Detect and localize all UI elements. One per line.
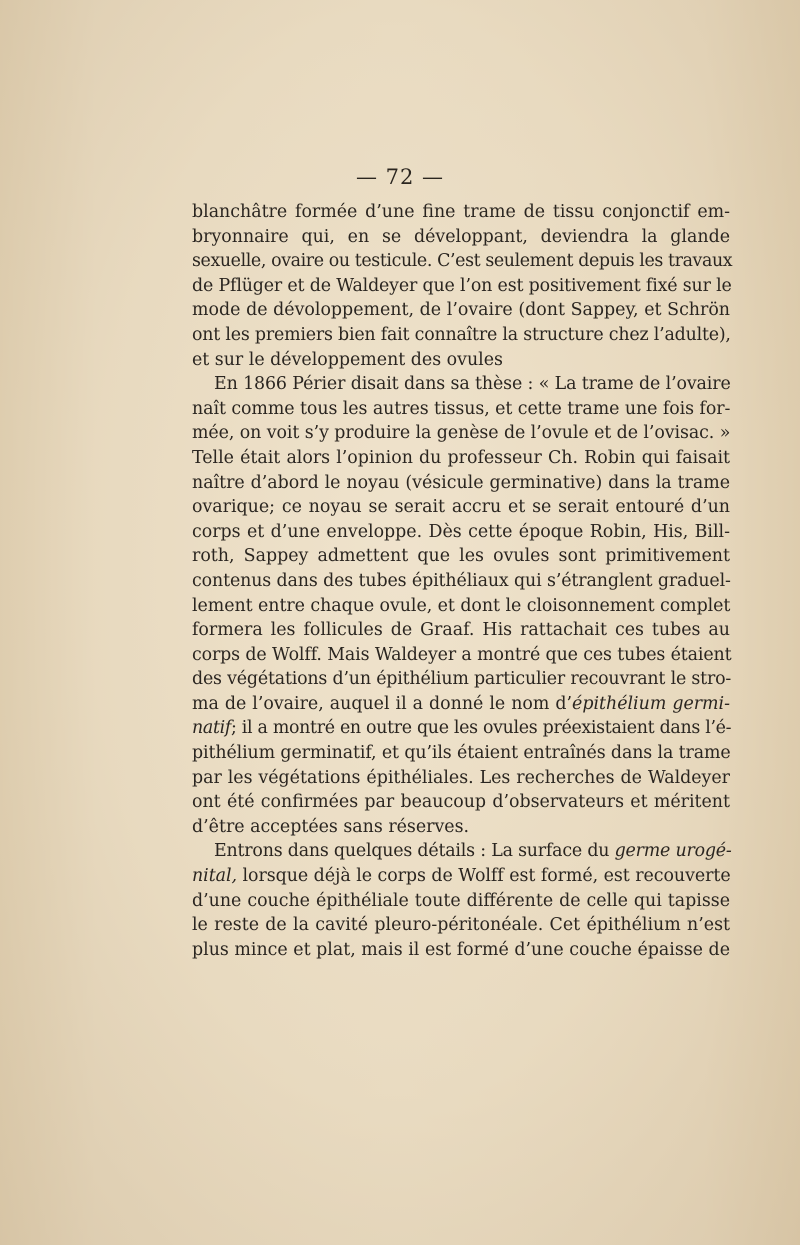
- text-line: [192, 421, 730, 446]
- text-segment: d’une couche épithéliale toute différente de celle qui tapisse: [192, 890, 730, 911]
- italic-text: germe urogé-: [614, 841, 732, 862]
- italic-text: natif: [192, 718, 232, 739]
- body-text: [192, 200, 733, 962]
- text-line: [192, 397, 730, 422]
- text-segment: plus mince et plat, mais il est formé d’une couche épaisse de: [192, 939, 730, 960]
- text-segment: bryonnaire qui, en se développant, deviendra la glande: [192, 226, 730, 247]
- text-line: [192, 569, 730, 594]
- text-line: [192, 716, 730, 741]
- text-line: [192, 372, 730, 397]
- text-line: [192, 200, 730, 225]
- text-line: [192, 839, 730, 864]
- text-segment: ont les premiers bien fait connaître la structure chez l’adulte),: [192, 324, 731, 345]
- text-line: [192, 766, 730, 791]
- text-segment: mée, on voit s’y produire la genèse de l’ovule et de l’ovisac. »: [192, 423, 731, 444]
- text-line: [192, 249, 733, 274]
- text-segment: par les végétations épithéliales. Les recherches de Waldeyer: [192, 767, 730, 788]
- text-segment: En 1866 Périer disait dans sa thèse : « La trame de l’ovaire: [214, 374, 731, 395]
- text-line: [192, 225, 730, 250]
- page-number: — 72 —: [355, 165, 445, 189]
- text-segment: et sur le développement des ovules: [192, 349, 503, 370]
- text-segment: ; il a montré en outre que les ovules préexistaient dans l’é-: [231, 718, 732, 739]
- text-segment: Entrons dans quelques détails : La surface du: [214, 841, 615, 862]
- text-segment: ma de l’ovaire, auquel il a donné le nom d’: [192, 693, 573, 714]
- text-line: [192, 741, 730, 766]
- text-segment: lement entre chaque ovule, et dont le cloisonnement complet: [192, 595, 731, 616]
- text-segment: naître d’abord le noyau (vésicule germinative) dans la trame: [192, 472, 730, 493]
- text-line: [192, 692, 730, 717]
- text-line: [192, 790, 730, 815]
- text-segment: d’être acceptées sans réserves.: [192, 816, 470, 837]
- text-segment: mode de dévoloppement, de l’ovaire (dont Sappey, et Schrön: [192, 300, 730, 321]
- text-segment: naît comme tous les autres tissus, et cette trame une fois for-: [192, 398, 731, 419]
- text-segment: blanchâtre formée d’une fine trame de tissu conjonctif em-: [192, 202, 730, 222]
- text-line: [192, 864, 730, 889]
- text-line: [192, 594, 730, 619]
- italic-text: épithélium germi-: [572, 693, 730, 714]
- text-line: [192, 348, 730, 373]
- text-segment: sexuelle, ovaire ou testicule. C’est seulement depuis les travaux: [192, 251, 733, 272]
- text-segment: formera les follicules de Graaf. His rattachait ces tubes au: [192, 620, 730, 641]
- text-segment: contenus dans des tubes épithéliaux qui s’étranglent graduel-: [192, 570, 731, 591]
- italic-text: nital,: [192, 866, 238, 887]
- text-line: [192, 889, 730, 914]
- text-line: [192, 274, 730, 299]
- text-line: [192, 446, 730, 471]
- text-line: [192, 618, 730, 643]
- text-line: [192, 667, 730, 692]
- text-line: [192, 495, 730, 520]
- text-line: [192, 913, 730, 938]
- text-line: [192, 938, 730, 963]
- text-segment: Telle était alors l’opinion du professeur Ch. Robin qui faisait: [192, 447, 730, 468]
- text-line: [192, 815, 730, 840]
- text-segment: lorsque déjà le corps de Wolff est formé, est recouverte: [237, 866, 731, 887]
- text-segment: pithélium germinatif, et qu’ils étaient entraînés dans la trame: [192, 743, 731, 764]
- text-segment: corps de Wolff. Mais Waldeyer a montré que ces tubes étaient: [192, 644, 732, 665]
- text-segment: ovarique; ce noyau se serait accru et se serait entouré d’un: [192, 497, 730, 518]
- text-segment: des végétations d’un épithélium particulier recouvrant le stro-: [192, 669, 732, 690]
- text-line: [192, 520, 730, 545]
- text-segment: le reste de la cavité pleuro-péritonéale. Cet épithélium n’est: [192, 915, 730, 936]
- text-line: [192, 298, 730, 323]
- text-line: [192, 643, 730, 668]
- text-line: [192, 544, 730, 569]
- text-segment: roth, Sappey admettent que les ovules sont primitivement: [192, 546, 730, 567]
- text-line: [192, 323, 730, 348]
- text-segment: ont été confirmées par beaucoup d’observateurs et méritent: [192, 792, 730, 813]
- text-segment: de Pflüger et de Waldeyer que l’on est positivement fixé sur le: [192, 275, 732, 296]
- text-line: [192, 471, 730, 496]
- text-segment: corps et d’une enveloppe. Dès cette époque Robin, His, Bill-: [192, 521, 730, 542]
